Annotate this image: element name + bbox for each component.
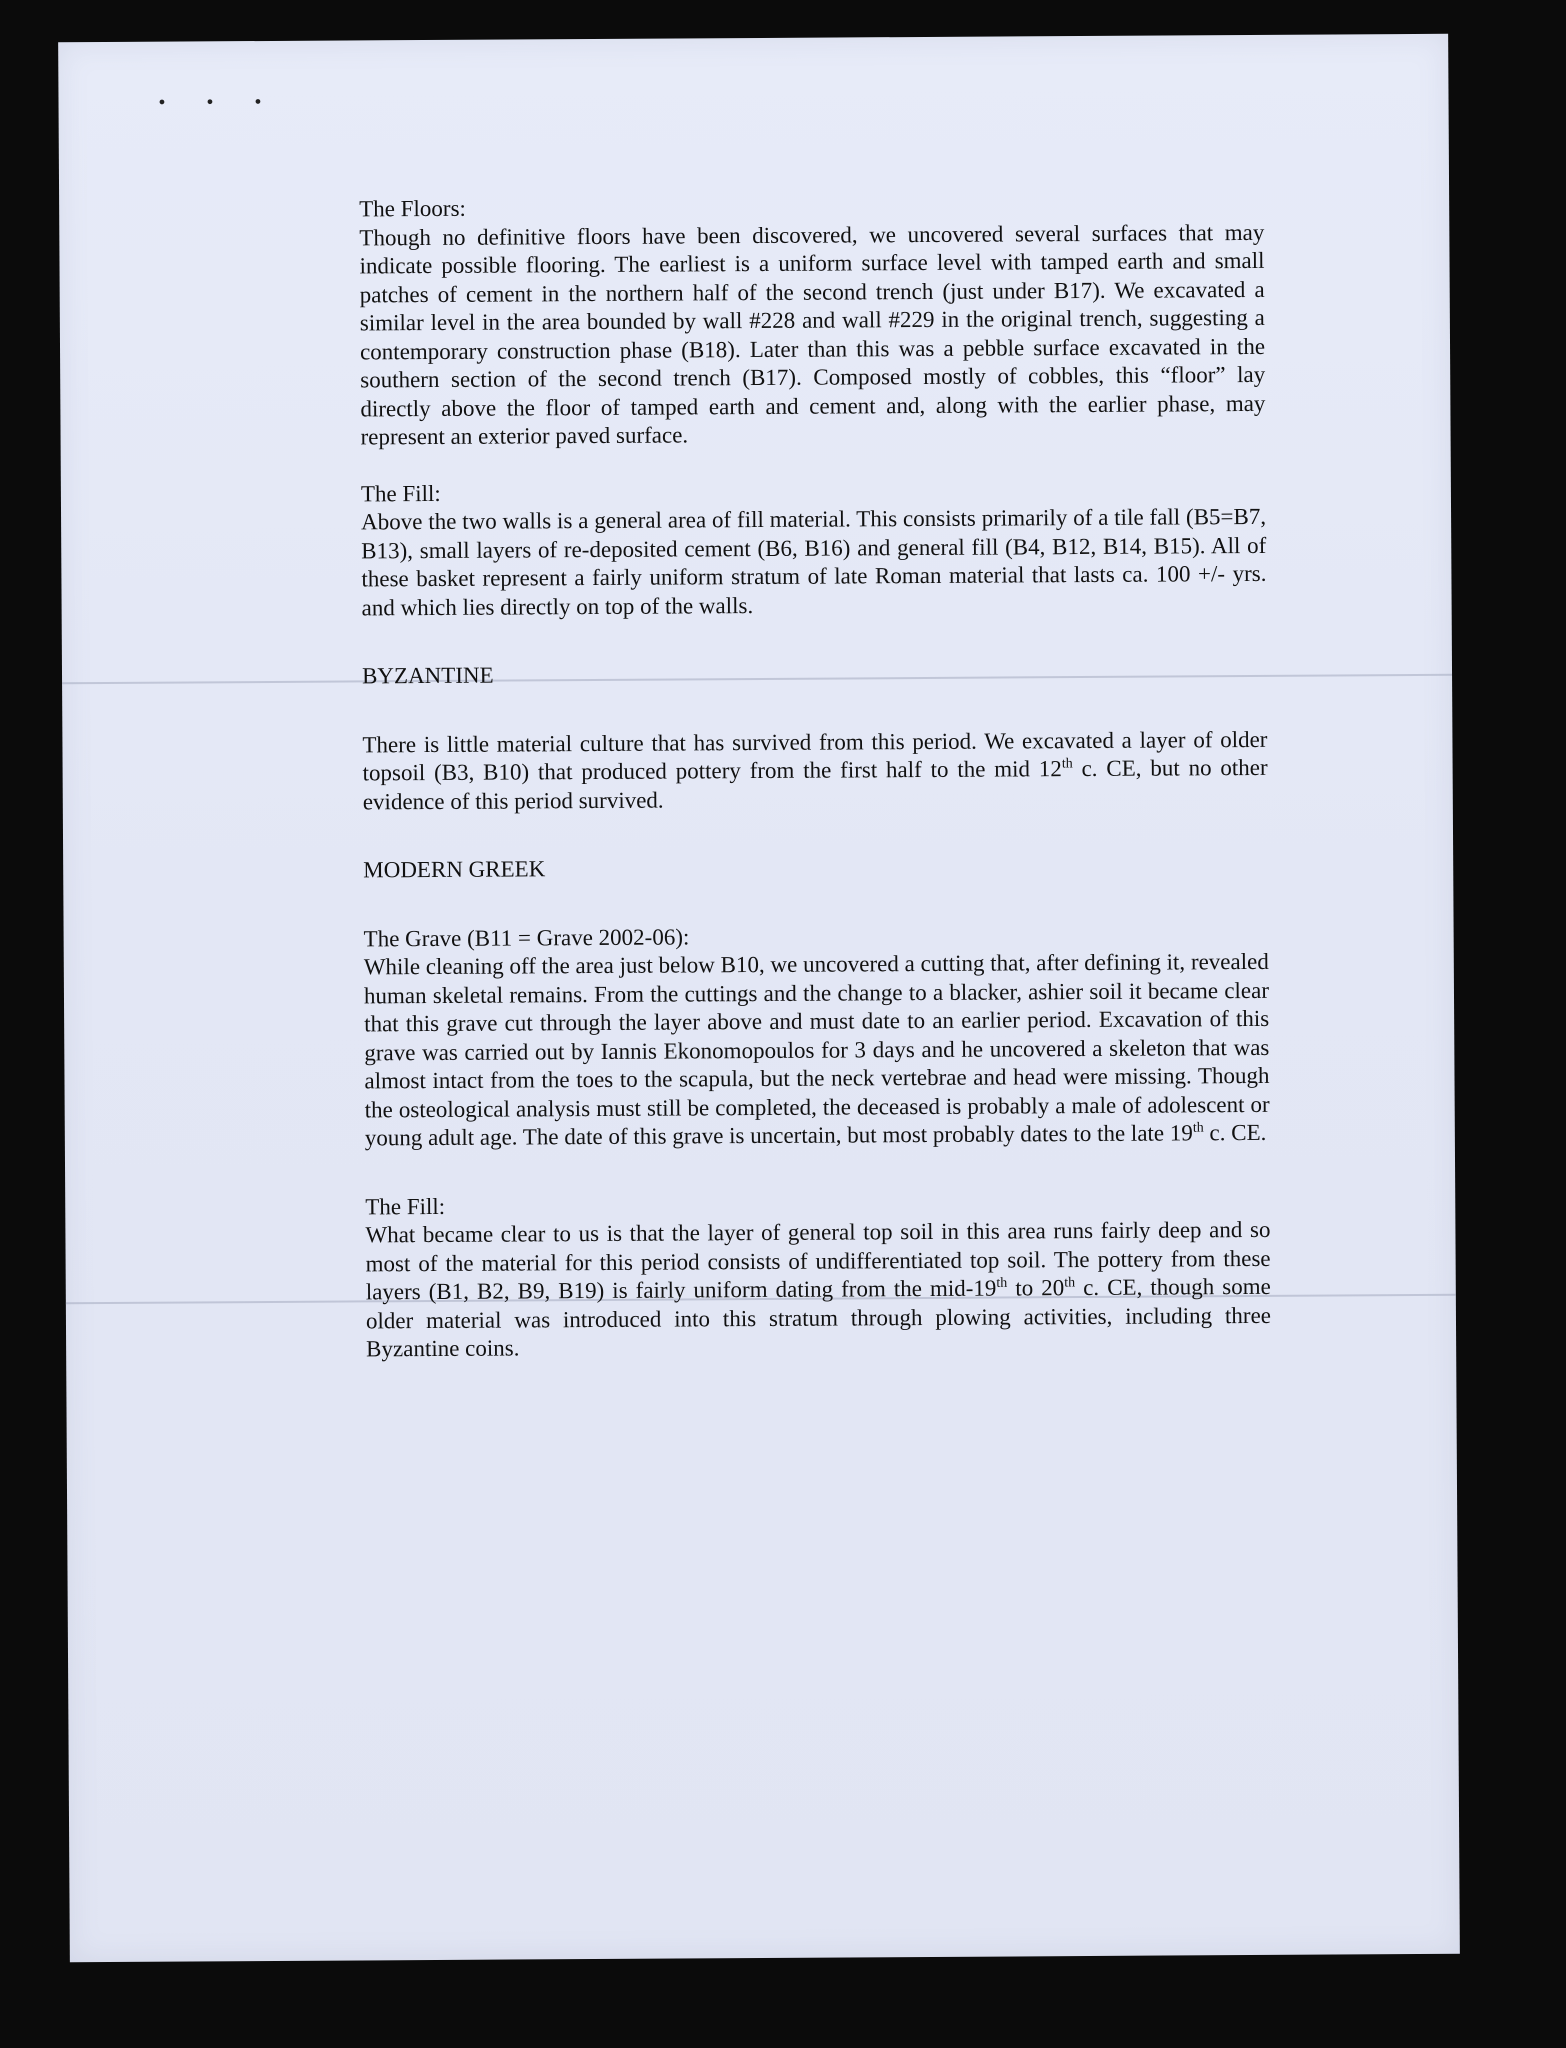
roman-fill-heading: The Fill: — [360, 480, 441, 506]
document-body — [359, 190, 1271, 1392]
modern-fill-section — [365, 1187, 1271, 1364]
modern-fill-sup-1: th — [996, 1275, 1008, 1291]
grave-sup: th — [1192, 1120, 1204, 1136]
modern-fill-heading: The Fill: — [365, 1193, 446, 1219]
grave-text-1: While cleaning off the area just below B10, we uncovered a cutting that, after defining it, revealed human skeletal remains. From the cuttings and the change to a blacker, ashier soil it became clear that this grave cut through the layer above and must date to an earlier period. Excavation of this grave was carried out by Iannis Ekonomopoulos for 3 days and he uncovered a skeleton that was almost intact from the toes to the scapula, but the neck vertebrae and head were missing. Though the osteological analysis must still be completed, the deceased is probably a male of adolescent or young adult age. The date of this grave is uncertain, but most probably dates to the late 19 — [363, 948, 1270, 1151]
byzantine-text-1: There is little material culture that has survived from this period. We excavated a layer of older topsoil (B3, B10) that produced pottery from the first half to the mid 12 — [362, 726, 1268, 786]
floors-paragraph: Though no definitive floors have been discovered, we uncovered several surfaces that may indicate possible flooring. The earliest is a uniform surface level with tamped earth and small patches of cement in the northern half of the second trench (just under B17). We excavated a similar level in the area bounded by wall #228 and wall #229 in the original trench, suggesting a contemporary construction phase (B18). Later than this was a pebble surface excavated in the southern section of the second trench (B17). Composed mostly of cobbles, this “floor” lay directly above the floor of tamped earth and cement and, along with the earlier phase, may represent an exterior paved surface. — [359, 219, 1266, 450]
byzantine-paragraph — [362, 725, 1268, 816]
roman-fill-paragraph: Above the two walls is a general area of fill material. This consists primarily of a tile fall (B5=B7, B13), small layers of re-deposited cement (B6, B16) and general fill (B4, B12, B14, B15). All of these basket represent a fairly uniform stratum of late Roman material that lasts ca. 100 +/- yrs. and which lies directly on top of the walls. — [361, 503, 1267, 620]
modern-fill-paragraph — [365, 1216, 1271, 1364]
paper-sheet — [58, 34, 1460, 1962]
byzantine-section — [362, 725, 1268, 816]
floors-heading: The Floors: — [359, 195, 466, 222]
grave-paragraph — [364, 948, 1270, 1153]
modern-heading-block — [363, 851, 1268, 885]
byzantine-text-2: c. CE, but no other evidence of this period survived. — [362, 754, 1268, 814]
grave-text-2: c. CE. — [1203, 1119, 1267, 1146]
byzantine-sup: th — [1061, 756, 1073, 772]
byzantine-heading: BYZANTINE — [361, 662, 494, 689]
modern-fill-text-2: to 20 — [1007, 1275, 1065, 1301]
modern-greek-heading: MODERN GREEK — [363, 856, 546, 883]
modern-fill-text-3: c. CE, though some older material was introduced into this stratum through plowing activities, including three Byzantine coins. — [365, 1273, 1272, 1362]
floors-section — [359, 190, 1266, 452]
byzantine-heading-block — [362, 657, 1267, 691]
grave-heading: The Grave (B11 = Grave 2002-06): — [363, 923, 690, 951]
modern-fill-sup-2: th — [1064, 1275, 1076, 1291]
corner-marks: • • • — [158, 90, 280, 114]
grave-section — [364, 919, 1270, 1153]
roman-fill-section — [361, 474, 1267, 622]
modern-fill-text-1: What became clear to us is that the layer of general top soil in this area runs fairly deep and so most of the material for this period consists of undifferentiated top soil. The pottery from these layers (B1, B2, B9, B19) is fairly uniform dating from the mid-19 — [365, 1216, 1271, 1305]
